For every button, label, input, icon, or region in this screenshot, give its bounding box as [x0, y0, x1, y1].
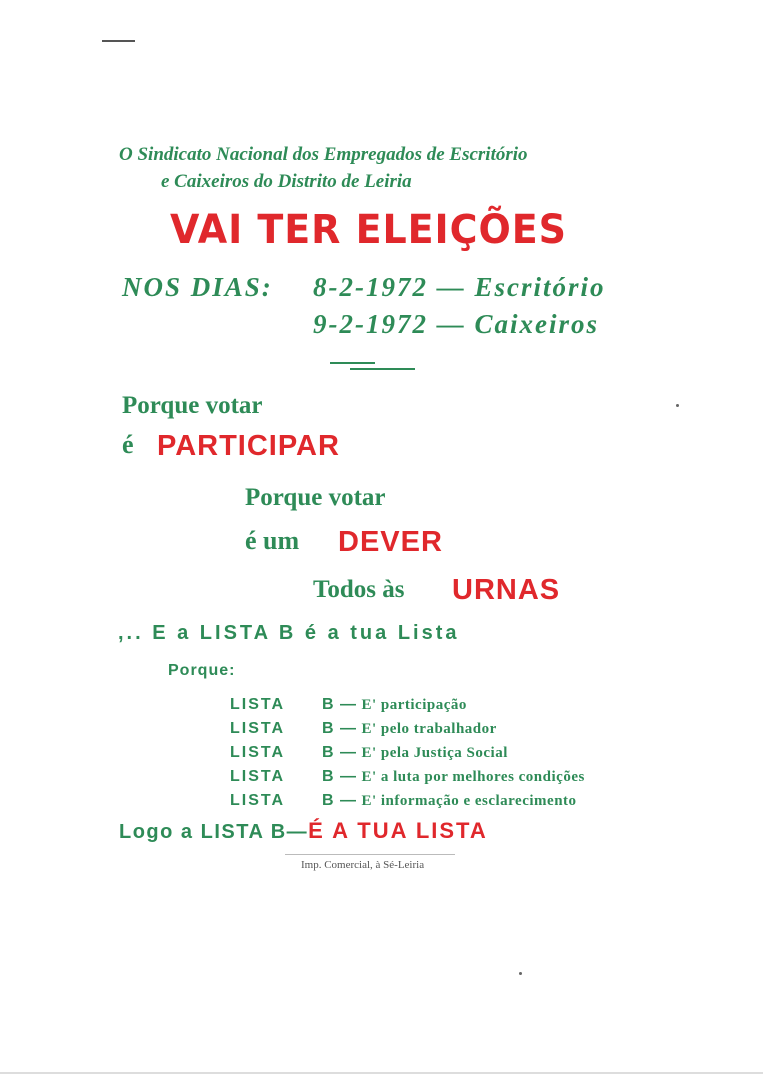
lista-b-intro: ,.. E a LISTA B é a tua Lista [118, 622, 460, 644]
list-label: LISTA [230, 696, 286, 713]
final-slogan [119, 818, 488, 844]
corner-mark [102, 40, 135, 42]
paper-speck [676, 404, 679, 407]
printer-imprint: Imp. Comercial, à Sé-Leiria [301, 859, 425, 871]
date-escritorio: 8-2-1972 — Escritório [313, 272, 606, 302]
slogan-todos-as: Todos às [313, 576, 405, 603]
slogan-porque-votar-2: Porque votar [245, 484, 386, 511]
reason-item [230, 768, 585, 786]
date-caixeiros: 9-2-1972 — Caixeiros [313, 309, 599, 339]
imprint-rule [285, 854, 455, 855]
list-label: LISTA [230, 768, 286, 785]
paper-speck [519, 972, 522, 975]
reason-item [230, 696, 467, 714]
decorative-rule [350, 368, 415, 370]
reason-text: E' participação [361, 697, 467, 713]
list-label: LISTA [230, 744, 286, 761]
final-slogan-red: É A TUA LISTA [308, 818, 488, 843]
list-letter: B — [322, 696, 357, 713]
headline-elections: VAI TER ELEIÇÕES [170, 207, 567, 253]
page-edge [0, 1072, 763, 1074]
final-slogan-green: Logo a LISTA B— [119, 821, 309, 843]
slogan-e: é [122, 430, 134, 459]
list-letter: B — [322, 720, 357, 737]
union-name-line-1: O Sindicato Nacional dos Empregados de Escritório [119, 144, 528, 165]
list-letter: B — [322, 768, 357, 785]
decorative-rule [330, 362, 375, 364]
reason-text: E' pelo trabalhador [361, 721, 497, 737]
slogan-e-um: é um [245, 526, 300, 555]
list-letter: B — [322, 792, 357, 809]
slogan-dever: DEVER [338, 526, 443, 558]
reason-text: E' pela Justiça Social [361, 745, 508, 761]
slogan-urnas: URNAS [452, 574, 561, 606]
slogan-participar: PARTICIPAR [157, 430, 340, 462]
list-label: LISTA [230, 792, 286, 809]
reason-item [230, 720, 497, 738]
reason-item [230, 744, 508, 762]
union-name-line-2: e Caixeiros do Distrito de Leiria [161, 171, 412, 192]
reason-item [230, 792, 577, 810]
reason-text: E' informação e esclarecimento [361, 793, 577, 809]
list-label: LISTA [230, 720, 286, 737]
list-letter: B — [322, 744, 357, 761]
dates-label: NOS DIAS: [122, 272, 273, 302]
reason-text: E' a luta por melhores condições [361, 769, 585, 785]
porque-heading: Porque: [168, 662, 236, 679]
slogan-porque-votar-1: Porque votar [122, 392, 263, 419]
